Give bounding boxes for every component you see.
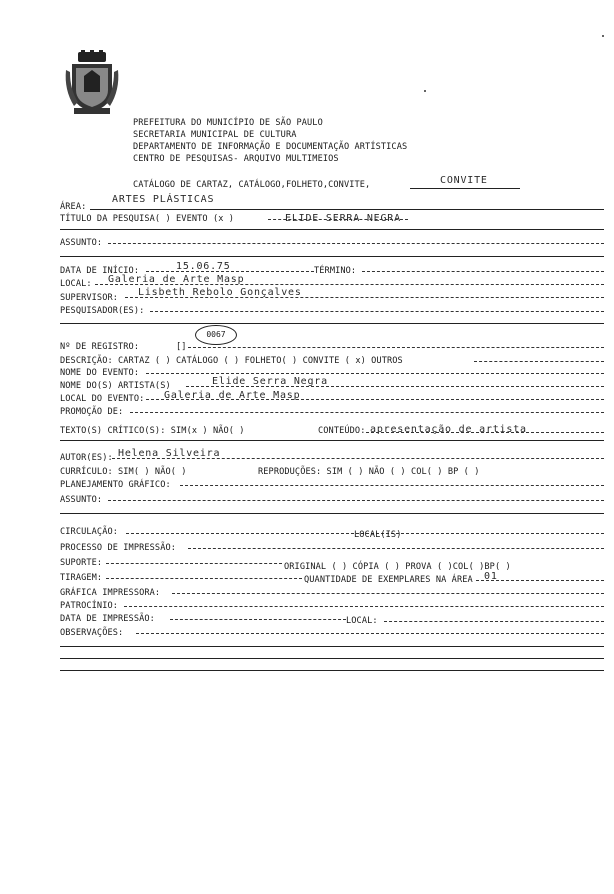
coat-of-arms-emblem [64, 50, 120, 116]
suporte-label: SUPORTE: [60, 558, 103, 568]
titulo-value: ELIDE SERRA NEGRA [285, 213, 401, 224]
local-evento-value: Galeria de Arte Masp [164, 390, 301, 401]
local-label: LOCAL: [60, 279, 92, 289]
titulo-label: TÍTULO DA PESQUISA( ) EVENTO (x ) [60, 214, 235, 224]
promocao-label: PROMOÇÃO DE: [60, 407, 124, 417]
descricao-label: DESCRIÇÃO: CARTAZ ( ) CATÁLOGO ( ) FOLHETO( ) CONVITE ( x) OUTROS [60, 356, 403, 366]
planejamento-label: PLANEJAMENTO GRÁFICO: [60, 480, 171, 490]
supervisor-label: SUPERVISOR: [60, 293, 119, 303]
observacoes-label: OBSERVAÇÕES: [60, 628, 124, 638]
header-line-centro: CENTRO DE PESQUISAS- ARQUIVO MULTIMEIOS [133, 154, 339, 164]
pesquisador-label: PESQUISADOR(ES): [60, 306, 145, 316]
conteudo-label: CONTEÚDO: [318, 426, 366, 436]
header-line-departamento: DEPARTAMENTO DE INFORMAÇÃO E DOCUMENTAÇÃO ARTÍSTICAS [133, 142, 408, 152]
local-value: Galeria de Arte Masp [108, 274, 245, 285]
suporte-options: ORIGINAL ( ) CÓPIA ( ) PROVA ( )COL( )BP( ) [284, 562, 511, 572]
curriculo-label: CURRÍCULO: SIM( ) NÃO( ) [60, 467, 187, 477]
reproducoes-label: REPRODUÇÕES: SIM ( ) NÃO ( ) COL( ) BP ( ) [258, 467, 480, 477]
area-value: ARTES PLÁSTICAS [112, 194, 215, 205]
circulacao-label: CIRCULAÇÃO: [60, 527, 119, 537]
patrocinio-label: PATROCÍNIO: [60, 601, 119, 611]
catalog-value: CONVITE [440, 175, 488, 186]
local-evento-label: LOCAL DO EVENTO: [60, 394, 145, 404]
header-line-prefeitura: PREFEITURA DO MUNICÍPIO DE SÃO PAULO [133, 118, 323, 128]
header-line-secretaria: SECRETARIA MUNICIPAL DE CULTURA [133, 130, 297, 140]
nome-artista-label: NOME DO(S) ARTISTA(S) [60, 381, 171, 391]
assunto-label: ASSUNTO: [60, 238, 103, 248]
autor-value: Helena Silveira [118, 448, 221, 459]
assunto2-label: ASSUNTO: [60, 495, 103, 505]
data-inicio-value: 15.06.75 [176, 261, 231, 272]
registration-number-stamp: 0067 [195, 325, 237, 345]
grafica-label: GRÁFICA IMPRESSORA: [60, 588, 161, 598]
registro-value: [] [176, 342, 187, 352]
supervisor-value: Lisbeth Rebolo Gonçalves [138, 287, 302, 298]
processo-label: PROCESSO DE IMPRESSÃO: [60, 543, 177, 553]
data-inicio-label: DATA DE INÍCIO: [60, 266, 140, 276]
nome-evento-label: NOME DO EVENTO: [60, 368, 140, 378]
registro-label: Nº DE REGISTRO: [60, 342, 140, 352]
catalog-label: CATÁLOGO DE CARTAZ, CATÁLOGO,FOLHETO,CONVITE, [133, 180, 371, 190]
local2-label: LOCAL: [346, 616, 378, 626]
termino-label: TÉRMINO: [314, 266, 357, 276]
tiragem-label: TIRAGEM: [60, 573, 103, 583]
nome-artista-value: Elide Serra Negra [212, 376, 328, 387]
quantidade-value: 01 [484, 571, 498, 582]
data-impressao-label: DATA DE IMPRESSÃO: [60, 614, 155, 624]
area-label: ÁREA: [60, 202, 87, 212]
texto-critico-label: TEXTO(S) CRÍTICO(S): SIM(x ) NÃO( ) [60, 426, 245, 436]
conteudo-value: apresentação de artista [370, 424, 527, 435]
quantidade-label: QUANTIDADE DE EXEMPLARES NA ÁREA [304, 575, 473, 585]
autor-label: AUTOR(ES): [60, 453, 113, 463]
local-es-label: LOCAL(IS) [354, 530, 402, 540]
